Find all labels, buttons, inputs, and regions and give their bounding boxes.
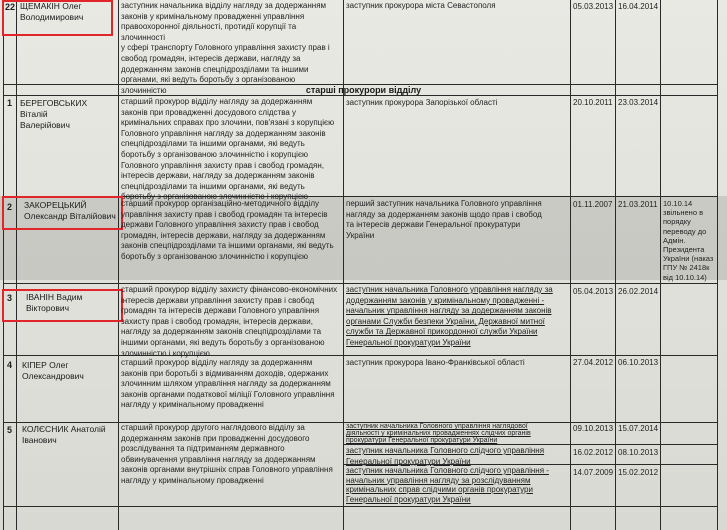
row-number: 1 — [7, 98, 13, 108]
new-post-text: заступник прокурора міста Севастополя — [346, 1, 496, 10]
position-text: старший прокурор другого наглядового відділу за додержанням законів при провадженні досудового розслідування та підтриманням державного обвинувачення управління нагляду за додержанням законів органами внутрішніх справ Головного управління нагляду у кримінальному провадженні — [121, 423, 333, 485]
date-from: 27.04.2012 — [573, 358, 614, 367]
new-post-text: заступник прокурора Запорізької області — [346, 98, 498, 107]
grid-line — [570, 0, 571, 530]
date-to: 15.02.2012 — [618, 468, 659, 477]
position-text: старший прокурор відділу захисту фінансово-економічних інтересів держави управління захисту прав і свобод громадян та інтересів держави Головного управління захисту прав і свобод громадян, інтересів держави, нагляду за додержанням законів спецпідрозділами та іншими органами, які ведуть боротьбу з організованою злочинністю і корупцією — [121, 285, 338, 358]
grid-line — [3, 506, 718, 507]
highlight-box — [2, 289, 123, 322]
person-name: ЩЕМАКІН Олег Володимирович — [20, 1, 84, 22]
row-number: 2 — [7, 202, 13, 212]
position-text: старший прокурор організаційно-методичного відділу управління захисту прав і свобод громадян та інтересів держави Головного управління захисту прав і свобод громадян, інтересів держави, нагляду за додержанням законів спецпідрозділами та іншими органами, які ведуть боротьбу з організованою злочинністю і корупцією — [121, 199, 334, 261]
person-name: КІПЕР Олег Олександрович — [22, 360, 84, 381]
row-number: 4 — [7, 360, 13, 370]
date-from: 16.02.2012 — [573, 448, 614, 457]
person-name: ЗАКОРЕЦЬКИЙ Олександр Віталійович — [24, 200, 116, 221]
grid-line — [3, 0, 4, 530]
grid-line — [118, 0, 119, 530]
row-number: 3 — [7, 293, 13, 303]
new-post-text: перший заступник начальника Головного управління нагляду за додержанням законів щодо прав і свобод та інтересів держави Генеральної прокуратури України — [346, 199, 542, 240]
date-to: 16.04.2014 — [618, 2, 659, 11]
grid-line — [343, 0, 344, 530]
new-post-text: заступник начальника Головного слідчого управління Генеральної прокуратури України — [346, 446, 545, 466]
grid-line — [16, 0, 17, 530]
row-number: 5 — [7, 425, 13, 435]
date-to: 26.02.2014 — [618, 287, 659, 296]
person-name: ІВАНІН Вадим Вікторович — [26, 292, 83, 313]
date-from: 01.11.2007 — [573, 200, 613, 209]
grid-line — [3, 355, 718, 356]
highlight-box — [2, 0, 113, 36]
date-to: 23.03.2014 — [618, 98, 659, 107]
grid-line — [660, 0, 661, 530]
date-to: 21.03.2011 — [618, 200, 658, 209]
position-text: заступник начальника відділу нагляду за додержанням законів у кримінальному провадженні управління правоохоронної діяльності, протидії корупції та злочинності у сфері транспорту Головного управління захисту прав і свобод громадян, інтересів держави, нагляду за додержанням законів спецпідрозділами та іншими органами, які ведуть боротьбу з організованою злочинністю — [121, 1, 330, 95]
highlight-box — [2, 196, 123, 230]
date-from: 05.03.2013 — [573, 2, 614, 11]
date-from: 20.10.2011 — [573, 98, 613, 107]
new-post-text: заступник начальника Головного управління наглядової діяльності у кримінальних провадженнях слідчих органів прокуратури Генеральної прокуратури України — [346, 423, 531, 445]
position-text: старший прокурор відділу нагляду за додержанням законів при боротьбі з відмиванням доходів, одержаних злочинним шляхом управління нагляду за додержанням законів органами податкової міліції Головного управління нагляду у кримінальному провадженні — [121, 358, 335, 410]
dismissal-note: 10.10.14 звільнено в порядку переводу до Адмін. Президента України (наказ ГПУ № 2418к від 10.10.14) — [663, 199, 714, 282]
new-post-text: заступник начальника Головного управління нагляду за додержанням законів у кримінальному провадженні - начальник управління нагляду за додержанням законів органами Служби безпеки України, Державної митної служби та Державної прикордонної служби України Генеральної прокуратури України — [346, 285, 553, 347]
date-to: 06.10.2013 — [618, 358, 659, 367]
grid-line — [3, 283, 718, 284]
section-title: старші прокурори відділу — [305, 85, 422, 95]
date-from: 09.10.2013 — [573, 424, 614, 433]
person-name: БЕРЕГОВСЬКИХ Віталій Валерійович — [20, 98, 88, 130]
row-number: 22 — [5, 2, 16, 12]
position-text: старший прокурор відділу нагляду за додержанням законів при провадженні досудового слідства у кримінальних справах про злочини, пов'язані з корупцією Головного управління нагляду за додержанням законів спецпідрозділами та іншими органами, які ведуть боротьбу з організованою злочинністю і корупцією Головного управління захисту прав і свобод громадян, інтересів держави, нагляду за додержанням законів спецпідрозділами та іншими органами, які ведуть боротьбу з організованою злочинністю і корупцією — [121, 97, 335, 202]
new-post-text: заступник начальника Головного слідчого управління - начальник управління нагляду за розслідуванням кримінальних справ слідчими органів прокуратури Генеральної прокуратури України — [346, 466, 549, 504]
grid-line — [615, 0, 616, 530]
date-from: 14.07.2009 — [573, 468, 614, 477]
date-to: 08.10.2013 — [618, 448, 659, 457]
person-name: КОЛЄСНИК Анатолій Іванович — [22, 424, 106, 445]
date-from: 05.04.2013 — [573, 287, 614, 296]
grid-line — [3, 95, 718, 96]
date-to: 15.07.2014 — [618, 424, 659, 433]
new-post-text: заступник прокурора Івано-Франківської області — [346, 358, 525, 367]
